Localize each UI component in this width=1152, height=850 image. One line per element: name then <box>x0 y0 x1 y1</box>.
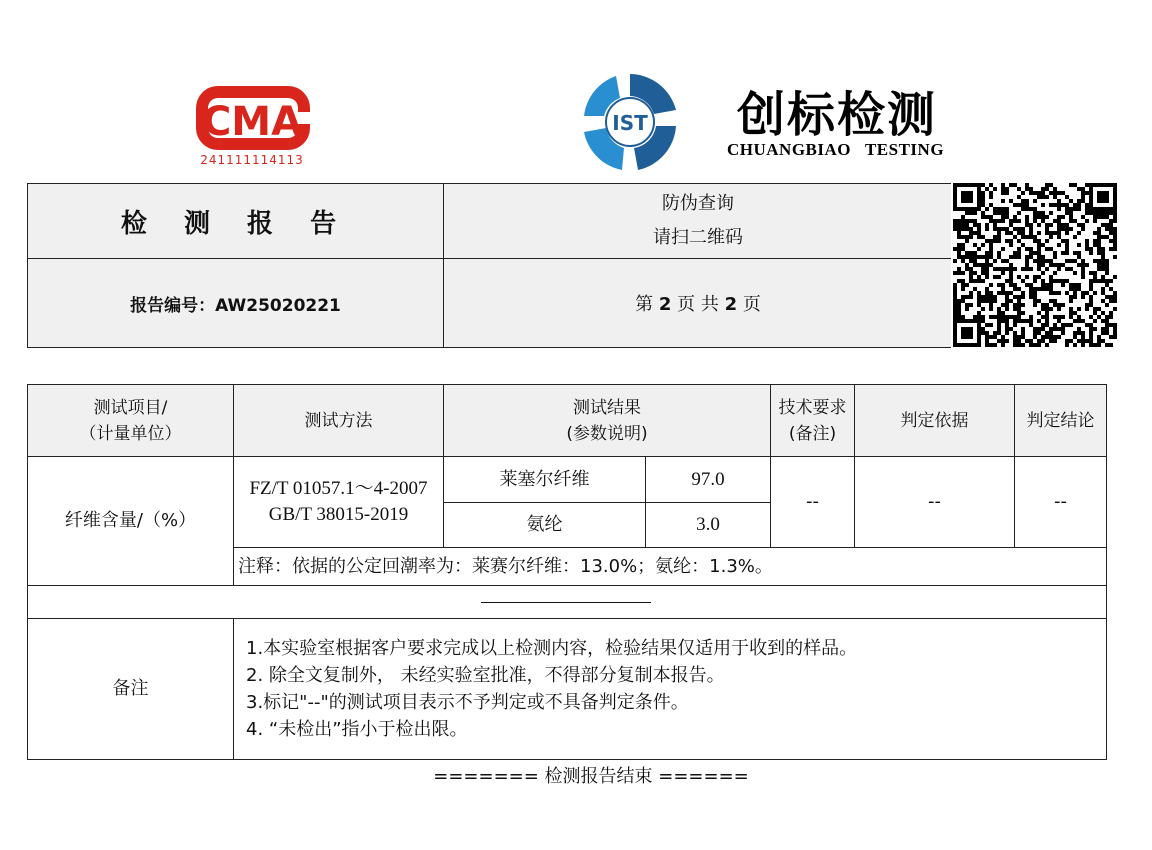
anti-fake-label: 防伪查询 <box>662 193 734 214</box>
header-conclusion: 判定结论 <box>1014 384 1107 457</box>
page-info-cell <box>443 258 953 348</box>
header-test-result: 测试结果 (参数说明) <box>443 384 771 457</box>
brand-name-en: CHUANGBIAO TESTING <box>727 140 945 159</box>
qr-code[interactable] <box>951 182 1119 348</box>
svg-text:241111114113: 241111114113 <box>200 153 304 167</box>
report-title-cell <box>27 183 444 259</box>
page-total: 2 <box>724 294 738 315</box>
item-fiber-content: 纤维含量/（%） <box>27 456 234 586</box>
moisture-regain-note: 注释：依据的公定回潮率为：莱赛尔纤维：13.0%；氨纶：1.3%。 <box>233 547 1107 586</box>
brand-name-cn: 创标检测 <box>737 87 938 143</box>
svg-text:CMA: CMA <box>201 99 303 145</box>
page-current: 2 <box>658 294 672 315</box>
header-requirement: 技术要求 (备注) <box>770 384 855 457</box>
report-number-cell <box>27 258 444 348</box>
basis-value: -- <box>854 456 1015 548</box>
report-end-text: ======= 检测报告结束 ====== <box>433 766 749 787</box>
header-test-item: 测试项目/ （计量单位） <box>27 384 234 457</box>
method-standard-1: FZ/T 01057.1～4-2007 <box>249 478 428 499</box>
fiber-name-lyocell: 莱塞尔纤维 <box>443 456 646 503</box>
requirement-value: -- <box>770 456 855 548</box>
header-basis: 判定依据 <box>854 384 1015 457</box>
conclusion-value: -- <box>1014 456 1107 548</box>
page-info: 第 2 页 共 2 页 <box>635 294 761 315</box>
remarks-label: 备注 <box>27 618 234 760</box>
fiber-name-spandex: 氨纶 <box>443 502 646 548</box>
cma-logo <box>188 78 316 170</box>
method-standard-2: GB/T 38015-2019 <box>268 504 409 525</box>
ist-logo <box>578 70 682 174</box>
fiber-value-spandex: 3.0 <box>645 502 771 548</box>
header-test-method: 测试方法 <box>233 384 444 457</box>
test-method-standards <box>233 456 444 548</box>
scan-qr-label: 请扫二维码 <box>653 227 743 248</box>
report-number: 报告编号：AW25020221 <box>130 295 341 316</box>
anti-fake-cell <box>443 183 953 259</box>
remark-item: 1.本实验室根据客户要求完成以上检测内容，检验结果仅适用于收到的样品。 <box>246 638 858 659</box>
remark-item: 2. 除全文复制外， 未经实验室批准，不得部分复制本报告。 <box>246 665 725 686</box>
remarks-body <box>233 618 1107 760</box>
divider-line <box>481 602 651 603</box>
report-title: 检 测 报 告 <box>120 208 351 239</box>
remark-item: 3.标记"--"的测试项目表示不予判定或不具备判定条件。 <box>246 692 689 713</box>
fiber-value-lyocell: 97.0 <box>645 456 771 503</box>
remark-item: 4. “未检出”指小于检出限。 <box>246 719 468 740</box>
svg-text:IST: IST <box>612 111 648 135</box>
